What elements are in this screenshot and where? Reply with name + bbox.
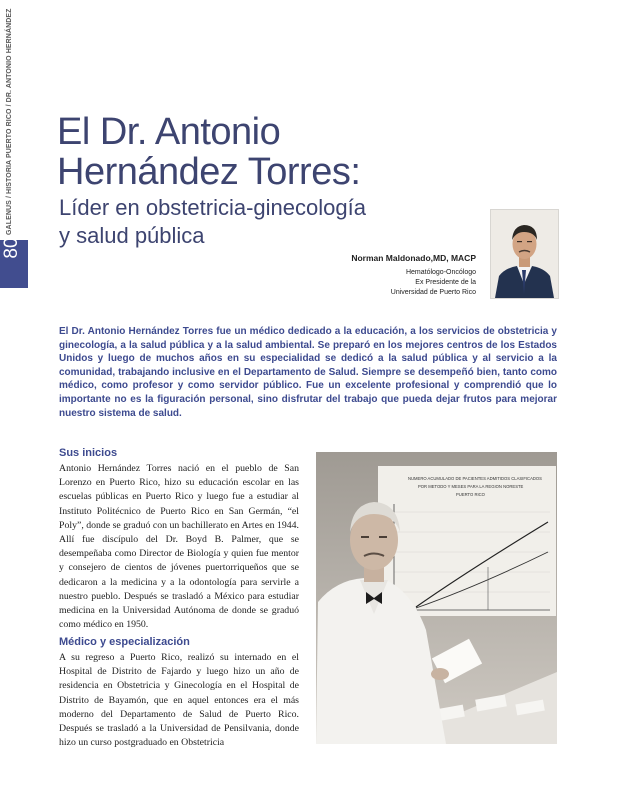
author-role-line-3: Universidad de Puerto Rico xyxy=(390,289,476,296)
historic-photo-illustration xyxy=(316,452,557,744)
author-name: Norman Maldonado,MD, MACP xyxy=(351,253,476,263)
article-title xyxy=(57,112,360,192)
chart-title-3: PUERTO RICO xyxy=(456,492,485,497)
subtitle-line-1: Líder en obstetricia-ginecología xyxy=(59,195,366,220)
article-subtitle xyxy=(59,194,366,250)
title-line-1: El Dr. Antonio xyxy=(57,111,281,153)
chart-title-1: NUMERO ACUMULADO DE PACIENTES ADMITIDOS CLASIFICADOS xyxy=(408,476,542,481)
author-portrait-illustration xyxy=(491,210,558,298)
author-role-line-2: Ex Presidente de la xyxy=(415,279,476,286)
title-line-2: Hernández Torres: xyxy=(57,151,361,193)
section-heading-medico: Médico y especialización xyxy=(59,636,190,648)
subtitle-line-2: y salud pública xyxy=(59,223,205,248)
chart-title-2: POR METODO Y MESES PARA LA REGION NORESTE xyxy=(418,484,524,489)
author-portrait xyxy=(490,209,559,299)
author-block xyxy=(351,253,476,298)
section-body-medico: A su regreso a Puerto Rico, realizó su internado en el Hospital de Distrito de Fajardo y luego hizo un año de residencia en Obstetricia y Ginecología en el Hospital de Distrito de Bayamón, que en aquel entonces era el más moderno del Departamento de Salud de Puerto Rico. Después se trasladó a la Universidad de Pensilvania, donde hizo un curso postgraduado en Obstetricia xyxy=(59,652,299,749)
page-number: 80 xyxy=(1,237,22,259)
section-heading-inicios: Sus inicios xyxy=(59,447,118,459)
sidebar xyxy=(0,0,28,802)
running-header: GALENUS / HISTORIA PUERTO RICO / DR. ANTONIO HERNÁNDEZ xyxy=(6,8,13,235)
historic-photo xyxy=(316,452,557,744)
intro-paragraph: El Dr. Antonio Hernández Torres fue un médico dedicado a la educación, a los servicios de obstetricia y ginecología, a la salud pública y a la salud ambiental. Se preparó en los mejores centros de los Estados Unidos y luego de muchos años en su especialidad se dedicó a la salud pública y al servicio a la comunidad, trabajando inclusive en el Departamento de Salud. Siempre se desempeñó bien, tanto como médico, como profesor y como servidor público. Fue un excelente profesional y comprendió que lo importante no es la figuración personal, sino disfrutar del trabajo que pueda dejar frutos para mejorar nuestro sistema de salud. xyxy=(59,326,557,419)
author-role-line-1: Hematólogo-Oncólogo xyxy=(405,269,476,276)
section-body-inicios: Antonio Hernández Torres nació en el pueblo de San Lorenzo en Puerto Rico, hizo su educación escolar en las escuelas públicas en Puerto Rico y luego fue a estudiar al Instituto Politécnico de Puerto Rico en San Germán, “el Poly”, donde se graduó con un bachillerato en Artes en 1944. Allí fue discípulo del Dr. Boyd B. Palmer, que se desempeñaba como Director de Biología y quien fue mentor y consejero de cientos de jóvenes puertorriqueños que se dedicaron a la medicina y a la odontología para servirle a nuestro pueblo. Después se trasladó a México para estudiar medicina en la Universidad Autónoma de donde se graduó como médico en 1950. xyxy=(59,463,299,631)
